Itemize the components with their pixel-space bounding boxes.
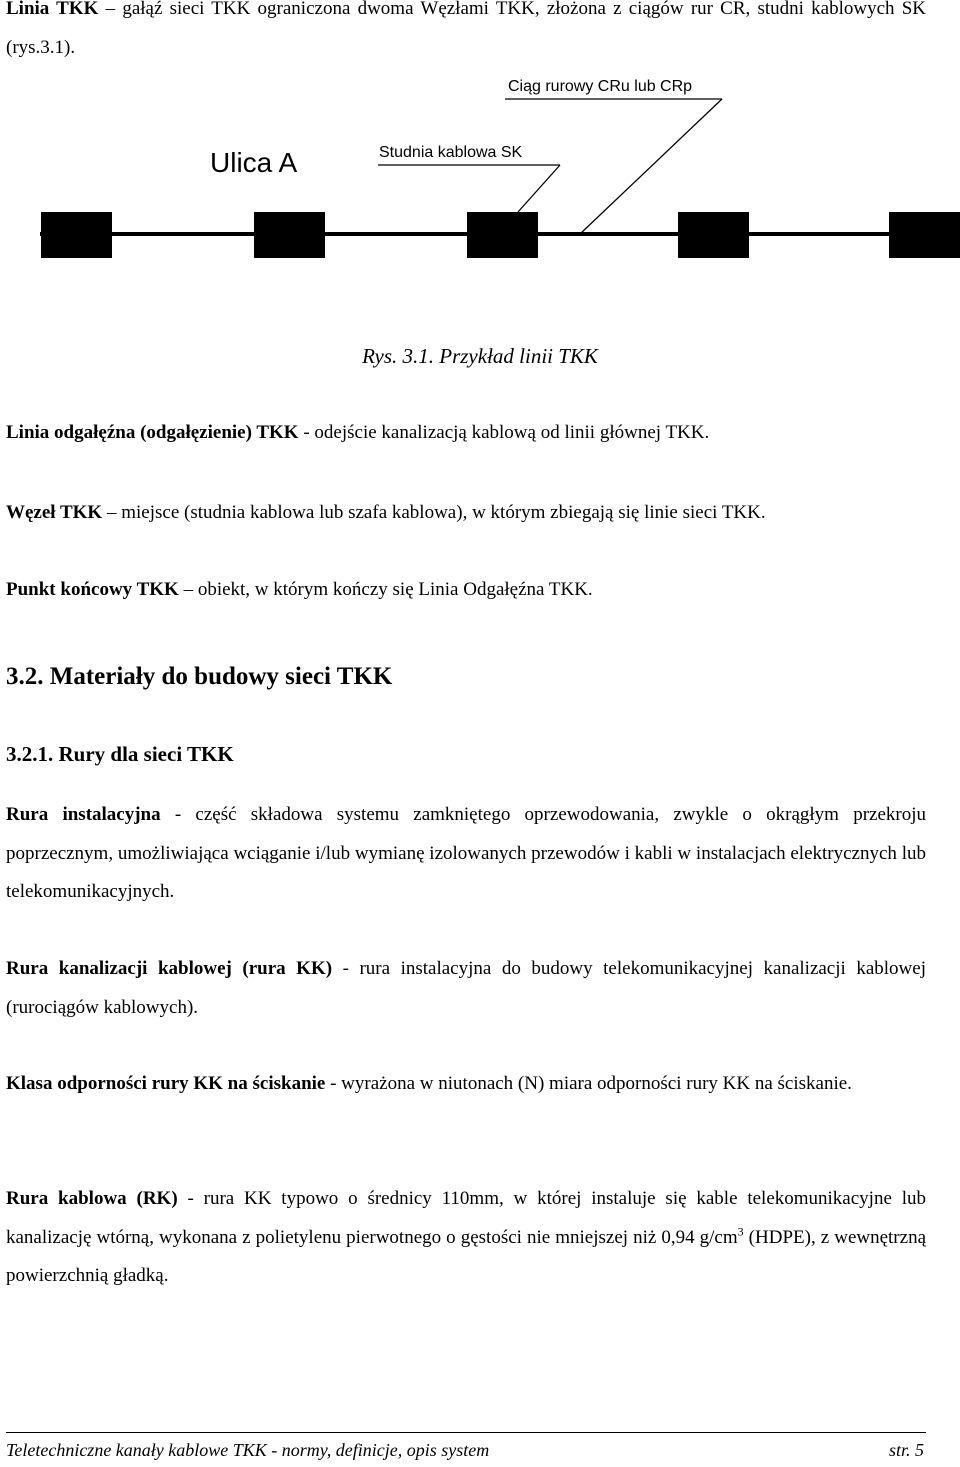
section-heading: 3.2. Materiały do budowy sieci TKK [6, 663, 393, 690]
footer-rule [6, 1432, 926, 1433]
manhole-block [254, 212, 325, 258]
manhole-block [678, 212, 749, 258]
pipe-definition-2-text: - rura instalacyjna do budowy telekomunikacyjnej kanalizacji kablowej (rurociągów kablowych). [6, 958, 926, 1018]
pipe-definition-4 [6, 1180, 926, 1296]
term-rura-instalacyjna: Rura instalacyjna [6, 804, 161, 825]
figure-caption: Rys. 3.1. Przykład linii TKK [362, 344, 598, 368]
footer-title: Teletechniczne kanały kablowe TKK - normy, definicje, opis system [6, 1440, 490, 1460]
pipe-definition-4-text-end: (HDPE), z wewnętrzną powierzchnią gładką. [6, 1226, 927, 1286]
intro-text: – gałąź sieci TKK ograniczona dwoma Węzłami TKK, złożona z ciągów rur CR, studni kablowych SK (rys.3.1). [6, 0, 927, 58]
pipe-definition-1-text: - część składowa systemu zamkniętego oprzewodowania, zwykle o okrągłym przekroju poprzecznym, umożliwiająca wciąganie i/lub wymianę izolowanych przewodów i kabli w instalacjach elektrycznych lub telekomunikacyjnych. [6, 804, 926, 902]
pipe-definition-1 [6, 796, 926, 912]
pipe-definition-2 [6, 950, 926, 1027]
pipe-definition-3-text: - wyrażona w niutonach (N) miara odporności rury KK na ściskanie. [325, 1073, 852, 1094]
term-rura-kablowa: Rura kablowa (RK) [6, 1188, 178, 1209]
manhole-block [889, 212, 960, 258]
subsection-heading: 3.2.1. Rury dla sieci TKK [6, 742, 234, 766]
definition-branch-text: - odejście kanalizacją kablową od linii głównej TKK. [298, 422, 710, 443]
pipe-definition-3 [6, 1065, 926, 1104]
definition-branch [6, 422, 709, 444]
term-klasa-odpornosci: Klasa odporności rury KK na ściskanie [6, 1073, 326, 1094]
term-branch: Linia odgałęźna (odgałęzienie) TKK [6, 422, 299, 443]
manhole-block [467, 212, 538, 258]
term-rura-kk: Rura kanalizacji kablowej (rura KK) [6, 958, 333, 979]
label-manhole: Studnia kablowa SK [379, 144, 523, 161]
pipe-definition-4-text: - rura KK typowo o średnicy 110mm, w której instaluje się kable telekomunikacyjne lub kanalizację wtórną, wykonana z polietylenu pierwotnego o gęstości nie mniejszej niż 0,94 g/cm [6, 1188, 926, 1248]
tkk-line-diagram [0, 0, 960, 330]
label-conduit: Ciąg rurowy CRu lub CRp [508, 78, 693, 95]
manhole-block [41, 212, 112, 258]
term-endpoint: Punkt końcowy TKK [6, 579, 179, 600]
definition-node [6, 502, 766, 524]
superscript-3: 3 [737, 1224, 744, 1239]
definition-node-text: – miejsce (studnia kablowa lub szafa kablowa), w którym zbiegają się linie sieci TKK. [102, 502, 766, 523]
manhole-leader [518, 165, 560, 212]
page-number: str. 5 [888, 1440, 924, 1460]
term-linia-tkk: Linia TKK [6, 0, 99, 19]
term-node: Węzeł TKK [6, 502, 103, 523]
definition-endpoint [6, 579, 593, 601]
label-street: Ulica A [210, 147, 298, 178]
definition-endpoint-text: – obiekt, w którym kończy się Linia Odgałęźna TKK. [178, 579, 593, 600]
